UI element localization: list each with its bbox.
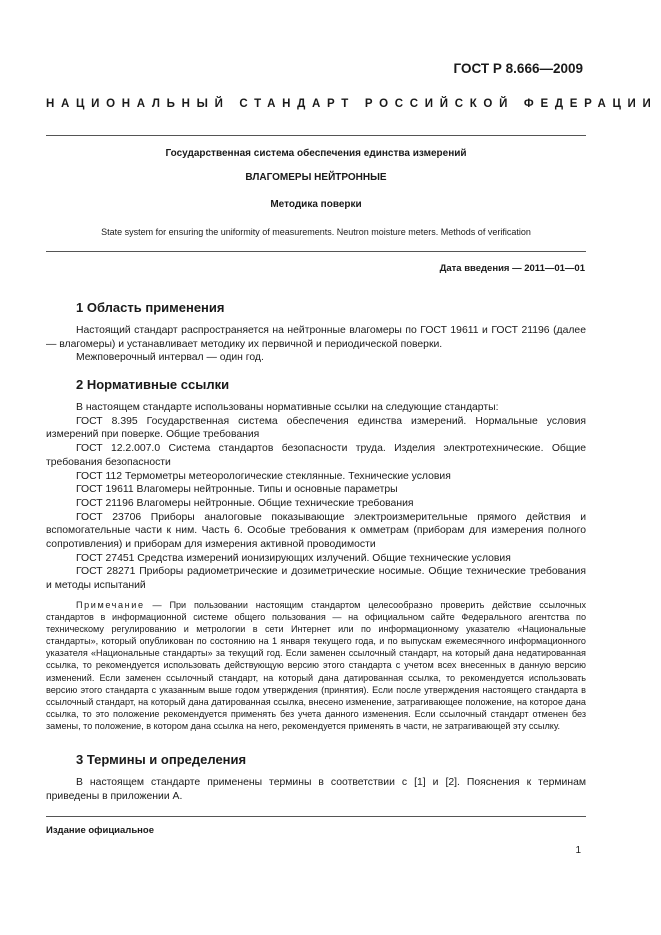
footer-divider xyxy=(46,816,586,817)
reference-item: ГОСТ 28271 Приборы радиометрические и дозиметрические носимые. Общие технические требования и методы испытаний xyxy=(46,566,586,592)
section-3-body xyxy=(46,776,586,803)
reference-item: ГОСТ 12.2.007.0 Система стандартов безопасности труда. Изделия электротехнические. Общие требования безопасности xyxy=(46,443,586,468)
reference-item: ГОСТ 23706 Приборы аналоговые показывающие электроизмерительные прямого действия и вспомогательные части к ним. Часть 6. Особые требования к омметрам (приборам для измерения полного сопротивления) и приборам для измерения активной проводимости xyxy=(46,511,586,551)
note-text: — При пользовании настоящим стандартом целесообразно проверить действие ссылочных стандартов в информационной системе общего пользования — на официальном сайте Федерального агентства по техническому регулированию и метрологии в сети Интернет или по информационному указателю «Национальные стандарты», который опубликован по состоянию на 1 января текущего года, и по выпускам ежемесячного информационного указателя «Национальные стандарты» за текущий год. Если заменен ссылочный стандарт, на который дана недатированная ссылка, то рекомендуется использовать действующую версию этого стандарта с учетом всех внесенных в данную версию изменений. Если заменен ссылочный стандарт, на который дана датированная ссылка, то рекомендуется использовать версию этого стандарта с указанным выше годом утверждения (принятия). Если после утверждения настоящего стандарта в ссылочный стандарт, на который дана датированная ссылка, внесено изменение, затрагивающее положение, на которое дана ссылка, то это положение рекомендуется применять без учета данного изменения. Если ссылочный стандарт отменен без замены, то положение, в котором дана ссылка на него, рекомендуется применять в части, не затрагивающей эту ссылку. xyxy=(46,600,586,731)
national-standard-banner: НАЦИОНАЛЬНЫЙ СТАНДАРТ РОССИЙСКОЙ ФЕДЕРАЦИИ xyxy=(46,98,658,110)
reference-item: ГОСТ 112 Термометры метеорологические стеклянные. Технические условия xyxy=(76,470,451,482)
reference-item: ГОСТ 19611 Влагомеры нейтронные. Типы и основные параметры xyxy=(76,484,398,496)
note-block xyxy=(46,599,586,732)
title-divider-top xyxy=(46,135,586,136)
edition-label: Издание официальное xyxy=(46,825,154,836)
paragraph: В настоящем стандарте применены термины в соответствии с [1] и [2]. Пояснения к терминам приведены в приложении А. xyxy=(46,777,586,802)
section-1-body xyxy=(46,324,586,365)
paragraph: Настоящий стандарт распространяется на нейтронные влагомеры по ГОСТ 19611 и ГОСТ 21196 (далее — влагомеры) и устанавливает методику их первичной и периодической поверки. xyxy=(46,325,586,350)
reference-item: ГОСТ 27451 Средства измерений ионизирующих излучений. Общие технические условия xyxy=(76,552,511,564)
title-divider-bottom xyxy=(46,251,586,252)
introduction-date: Дата введения — 2011—01—01 xyxy=(439,263,585,274)
section-1-heading: 1 Область применения xyxy=(76,300,225,315)
paragraph: Межповерочный интервал — один год. xyxy=(76,352,264,364)
reference-item: ГОСТ 8.395 Государственная система обеспечения единства измерений. Нормальные условия измерений при поверке. Общие требования xyxy=(46,415,586,441)
title-system: Государственная система обеспечения единства измерений xyxy=(165,148,467,159)
note-paragraph xyxy=(46,599,586,732)
section-3-heading: 3 Термины и определения xyxy=(76,752,247,767)
document-code: ГОСТ Р 8.666—2009 xyxy=(453,61,583,76)
page-number: 1 xyxy=(575,845,581,856)
title-main: ВЛАГОМЕРЫ НЕЙТРОННЫЕ xyxy=(245,172,387,183)
title-sub: Методика поверки xyxy=(270,199,362,210)
section-2-heading: 2 Нормативные ссылки xyxy=(76,377,230,392)
title-english: State system for ensuring the uniformity of measurements. Neutron moisture meters. Methods of verification xyxy=(101,227,531,237)
paragraph: В настоящем стандарте использованы нормативные ссылки на следующие стандарты: xyxy=(76,402,499,413)
note-label: Примечание xyxy=(76,600,145,610)
section-2-body xyxy=(46,401,586,593)
reference-item: ГОСТ 21196 Влагомеры нейтронные. Общие технические требования xyxy=(76,497,414,509)
